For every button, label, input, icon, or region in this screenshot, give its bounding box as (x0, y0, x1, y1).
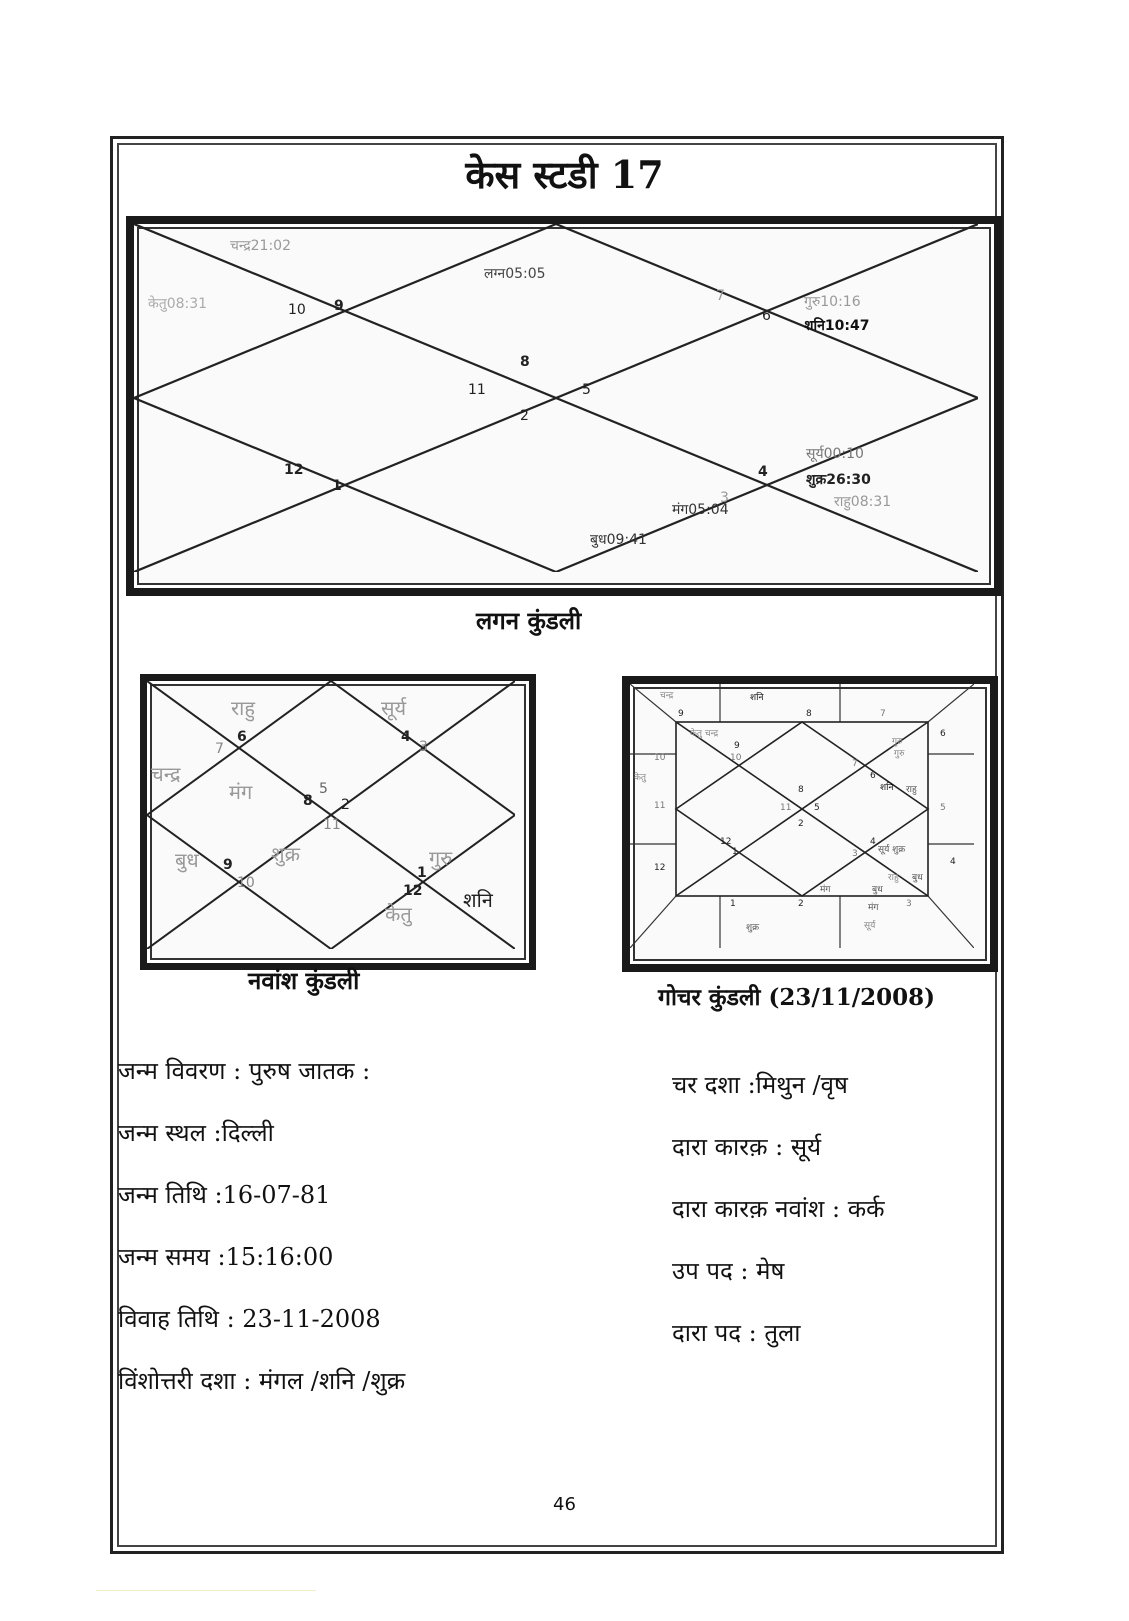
navamsa-house-3: 3 (419, 739, 428, 755)
gochar-inner-7: 7 (852, 759, 858, 769)
gochar-o-shani: शनि (750, 693, 764, 703)
navamsa-house-6: 6 (237, 729, 247, 745)
lagna-house-9: 9 (334, 298, 344, 314)
lagna-house-1: 1 (332, 478, 342, 494)
lagna-surya: सूर्य00:10 (806, 446, 864, 462)
navamsa-chandra: चन्द्र (151, 762, 181, 786)
gochar-i-shani: शनि (880, 783, 894, 793)
scan-artifact (96, 1590, 316, 1591)
gochar-o-rahu: राहु (906, 785, 917, 795)
lagna-house-2: 2 (520, 408, 529, 424)
gochar-i-surya-shukra: सूर्य शुक्र (878, 845, 906, 855)
detail-right-1: चर दशा :मिथुन /वृष (672, 1071, 848, 1099)
gochar-outer-5: 5 (940, 803, 946, 813)
gochar-outer-11: 11 (654, 801, 666, 811)
navamsa-chart-svg (147, 681, 515, 949)
lagna-house-6: 6 (762, 308, 771, 324)
lagna-house-10: 10 (288, 302, 306, 318)
gochar-o-chandra: चन्द्र (660, 691, 674, 701)
navamsa-shukra: शुक्र (271, 842, 300, 866)
gochar-o-shukra: शुक्र (746, 923, 760, 933)
gochar-outer-9: 9 (678, 709, 684, 719)
gochar-inner-1: 1 (732, 847, 738, 857)
detail-right-2: दारा कारक़ : सूर्य (672, 1133, 822, 1161)
lagna-guru: गुरु10:16 (804, 294, 861, 310)
gochar-outer-4: 4 (950, 857, 956, 867)
gochar-inner-10: 10 (730, 753, 742, 763)
gochar-inner-11: 11 (780, 803, 792, 813)
gochar-outer-3: 3 (906, 899, 912, 909)
gochar-inner-12: 12 (720, 837, 732, 847)
navamsa-ketu: केतु (385, 902, 412, 926)
gochar-inner-8: 8 (798, 785, 804, 795)
navamsa-house-8: 8 (303, 793, 313, 809)
page-title: केस स्टडी 17 (465, 152, 664, 197)
navamsa-surya: सूर्य (381, 696, 407, 720)
gochar-o-mangal: मंग (868, 903, 879, 913)
gochar-inner-9: 9 (734, 741, 740, 751)
navamsa-house-2: 2 (341, 797, 350, 813)
gochar-i-guru: गुरु (894, 749, 905, 759)
navamsa-rahu: राहु (231, 696, 255, 720)
lagna-house-12: 12 (284, 462, 304, 478)
gochar-o-budh: बुध (912, 873, 923, 883)
lagna-lagna: लग्न05:05 (484, 266, 546, 282)
gochar-chart-svg (630, 684, 974, 948)
gochar-inner-4: 4 (870, 837, 876, 847)
gochar-outer-7: 7 (880, 709, 886, 719)
detail-left-4: जन्म समय :15:16:00 (118, 1243, 334, 1271)
detail-right-5: दारा पद : तुला (672, 1319, 801, 1347)
gochar-inner-3: 3 (852, 849, 858, 859)
page-number: 46 (553, 1494, 576, 1515)
navamsa-house-5: 5 (319, 781, 328, 797)
gochar-o-surya: सूर्य (864, 921, 876, 931)
gochar-outer-1: 1 (730, 899, 736, 909)
gochar-inner-6: 6 (870, 771, 876, 781)
navamsa-chart (140, 674, 536, 970)
lagna-chart (126, 216, 1002, 596)
lagna-ketu: केतु08:31 (148, 296, 208, 312)
gochar-i-budh: बुध (872, 885, 883, 895)
gochar-o-ketu: केतु (634, 773, 647, 783)
detail-left-5: विवाह तिथि : 23-11-2008 (118, 1305, 381, 1333)
navamsa-guru: गुरु (429, 846, 453, 870)
lagna-chart-svg (134, 224, 978, 572)
detail-right-3: दारा कारक़ नवांश : कर्क (672, 1195, 885, 1223)
lagna-mangal: मंग05:04 (672, 502, 729, 518)
navamsa-house-9: 9 (223, 857, 233, 873)
lagna-chandra: चन्द्र21:02 (230, 238, 291, 254)
gochar-chart (622, 676, 998, 972)
detail-left-1: जन्म विवरण : पुरुष जातक : (118, 1057, 371, 1085)
navamsa-house-1: 1 (417, 865, 427, 881)
navamsa-house-4: 4 (401, 729, 411, 745)
lagna-house-5: 5 (582, 382, 591, 398)
lagna-house-3: 3 (720, 490, 729, 506)
detail-right-4: उप पद : मेष (672, 1257, 785, 1285)
navamsa-mangal: मंग (229, 780, 253, 804)
gochar-caption: गोचर कुंडली (23/11/2008) (658, 984, 936, 1011)
gochar-i-rahu: राहु (888, 873, 899, 883)
navamsa-house-7: 7 (215, 741, 224, 757)
gochar-i-ketu-chandra: केतु चन्द्र (690, 729, 719, 739)
lagna-budh: बुध09:41 (590, 532, 647, 548)
gochar-outer-2: 2 (798, 899, 804, 909)
detail-left-6: विंशोत्तरी दशा : मंगल /शनि /शुक्र (118, 1367, 406, 1395)
navamsa-house-11: 11 (323, 817, 341, 833)
gochar-i-mangal: मंग (820, 885, 831, 895)
gochar-outer-8: 8 (806, 709, 812, 719)
gochar-inner-5: 5 (814, 803, 820, 813)
gochar-outer-12: 12 (654, 863, 666, 873)
gochar-outer-6: 6 (940, 729, 946, 739)
navamsa-house-12: 12 (403, 883, 423, 899)
lagna-rahu: राहु08:31 (834, 494, 892, 510)
lagna-caption: लगन कुंडली (476, 606, 582, 635)
lagna-shani: शनि10:47 (804, 318, 870, 334)
gochar-outer-10: 10 (654, 753, 666, 763)
lagna-house-4: 4 (758, 464, 768, 480)
lagna-house-11: 11 (468, 382, 486, 398)
lagna-house-8: 8 (520, 354, 530, 370)
gochar-o-guru: गुरु (892, 737, 903, 747)
lagna-shukra: शुक्र26:30 (806, 472, 871, 488)
navamsa-house-10: 10 (237, 875, 255, 891)
gochar-inner-2: 2 (798, 819, 804, 829)
navamsa-caption: नवांश कुंडली (248, 966, 360, 995)
detail-left-2: जन्म स्थल :दिल्ली (118, 1119, 274, 1147)
detail-left-3: जन्म तिथि :16-07-81 (118, 1181, 331, 1209)
navamsa-budh: बुध (175, 848, 199, 872)
lagna-house-7: 7 (716, 288, 725, 304)
navamsa-shani: शनि (463, 888, 493, 912)
